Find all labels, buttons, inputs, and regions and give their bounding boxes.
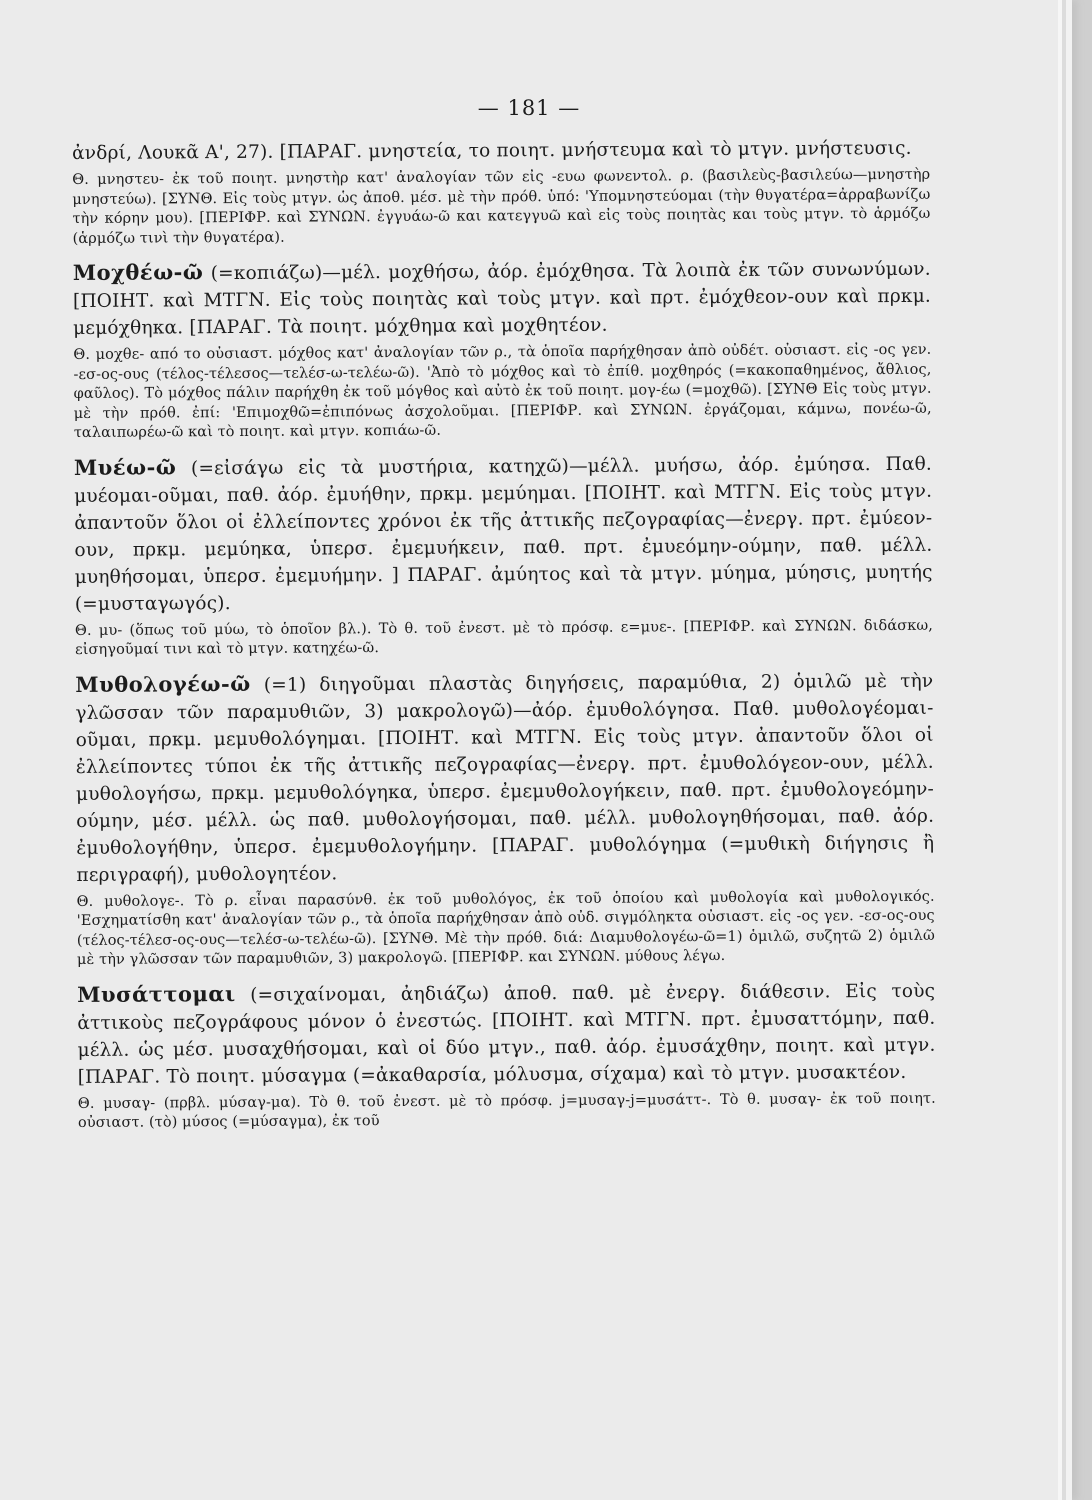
- entry-etymology: Θ. μυσαγ- (πρβλ. μύσαγ-μα). Τὸ θ. τοῦ ἐνεστ. μὲ τὸ πρόσφ. j=μυσαγ-j=μυσάττ-. Τὸ θ. μυσαγ- ἐκ τοῦ ποιητ. οὐσιαστ. (τὸ) μύσος (=μύσαγμα), ἐκ τοῦ: [77, 1090, 936, 1131]
- entry-headword: Μυθολογέω-ῶ: [75, 670, 251, 697]
- entry-mochtheo: [73, 254, 932, 444]
- intro-entry: [72, 135, 931, 249]
- entry-mythologeo: [75, 665, 935, 970]
- intro-etymology: Θ. μνηστευ- ἐκ τοῦ ποιητ. μνηστὴρ κατ' ἀναλογίαν τῶν εἰς -ευω φωνεντολ. ρ. (βασιλεὺς-βασιλεύω—μνηστὴρ μνηστεύω). [ΣΥΝΘ. Εἰς τοὺς μτγν. ὡς ἀποθ. μέσ. μὲ τὴν πρόθ. ὑπό: 'Υπομνηστεύομαι (τὴν θυγατέρα=ἀρραβωνίζω τὴν κόρην μου). [ΠΕΡΙΦΡ. καὶ ΣΥΝΩΝ. ἐγγυάω-ῶ και κατεγγυῶ καὶ εἰς τοὺς ποιητὰς και τοὺς μτγν. τὸ ἁρμόζω (ἁρμόζω τινὶ τὴν θυγατέρα).: [72, 166, 931, 247]
- entry-body: [75, 665, 934, 888]
- entry-body: [77, 975, 936, 1090]
- entry-headword: Μυσάττομαι: [77, 980, 236, 1007]
- entry-definition: (=σιχαίνομαι, ἀηδιάζω) ἀποθ. παθ. μὲ ἐνεργ. διάθεσιν. Εἰς τοὺς ἀττικοὺς πεζογράφους μόνον ὁ ἐνεστώς. [ΠΟΙΗΤ. καὶ ΜΤΓΝ. πρτ. ἐμυσαττόμην, παθ. μέλλ. ὡς μέσ. μυσαχθήσομαι, καὶ οἱ δύο μτγν., παθ. ἀόρ. ἐμυσάχθην, ποιητ. καὶ μτγν. [ΠΑΡΑΓ. Τὸ ποιητ. μύσαγμα (=ἀκαθαρσία, μόλυσμα, σίχαμα) καὶ τὸ μτγν. μυσακτέον.: [77, 980, 936, 1088]
- entry-body: [73, 254, 931, 342]
- entry-etymology: Θ. μοχθε- από το οὐσιαστ. μόχθος κατ' ἀναλογίαν τῶν ρ., τὰ ὁποῖα παρήχθησαν ἀπὸ οὐδέτ. οὐσιαστ. εἰς -ος γεν. -εσ-ος-ους (τέλος-τέλεσος—τελέσ-ω-τελέω-ῶ). 'Ἀπὸ τὸ μόχθος καὶ τὸ ἐπίθ. μοχθηρός (=κακοπαθημένος, ἄθλιος, φαῦλος). Τὸ μόχθος πάλιν παρήχθη ἐκ τοῦ μόγθος καὶ αὐτὸ ἐκ τοῦ ποιητ. μογ-έω (=μοχθῶ). [ΣΥΝΘ Εἰς τοὺς μτγν. μὲ τὴν πρόθ. ἐπί: 'Επιμοχθῶ=ἐπιπόνως ἀσχολοῦμαι. [ΠΕΡΙΦΡ. καὶ ΣΥΝΩΝ. ἐργάζομαι, κάμνω, πονέω-ῶ, ταλαιπωρέω-ῶ καὶ τὸ ποιητ. καὶ μτγν. κοπιάω-ῶ.: [73, 341, 932, 441]
- entry-definition: (=κοπιάζω)—μέλ. μοχθήσω, ἀόρ. ἐμόχθησα. Τὰ λοιπὰ ἐκ τῶν συνωνύμων. [ΠΟΙΗΤ. καὶ ΜΤΓΝ. Εἰς τοὺς ποιητὰς καὶ τοὺς μτγν. καὶ πρτ. ἐμόχθεον-ουν καὶ πρκμ. μεμόχθηκα. [ΠΑΡΑΓ. Τὰ ποιητ. μόχθημα καὶ μοχθητέον.: [72, 258, 932, 339]
- entry-myeo: [74, 448, 933, 660]
- entry-etymology: Θ. μυθολογε-. Τὸ ρ. εἶναι παρασύνθ. ἐκ τοῦ μυθολόγος, ἐκ τοῦ ὁποίου καὶ μυθολογία καὶ μυθολογικός. 'Εσχηματίσθη κατ' ἀναλογίαν τῶν ρ., τὰ ὁποῖα παρήχθησαν ἀπὸ οὐδ. σιγμόληκτα οὐσιαστ. εἰς -ος γεν. -εσ-ος-ους (τέλος-τέλεσ-ος-ους—τελέσ-ω-τελέω-ῶ). [ΣΥΝΘ. Μὲ τὴν πρόθ. διά: Διαμυθολογέω-ῶ=1) ὁμιλῶ, συζητῶ 2) ὁμιλῶ μὲ τὴν γλῶσσαν τῶν παραμυθιῶν, 3) μακρολογῶ. [ΠΕΡΙΦΡ. και ΣΥΝΩΝ. μύθους λέγω.: [76, 888, 935, 968]
- page-content: [72, 135, 936, 1144]
- entry-headword: Μυέω-ῶ: [73, 453, 177, 480]
- intro-text: ἀνδρί, Λουκᾶ Α', 27). [ΠΑΡΑΓ. μνηστεία, το ποιητ. μνήστευμα καὶ τὸ μτγν. μνήστευσις.: [72, 137, 912, 164]
- entry-definition: (=1) διηγοῦμαι πλαστὰς διηγήσεις, παραμύθια, 2) ὁμιλῶ μὲ τὴν γλῶσσαν τῶν παραμυθιῶν, 3) μακρολογῶ)—ἀόρ. ἐμυθολόγησα. Παθ. μυθολογέομαι-οῦμαι, πρκμ. μεμυθολόγημαι. [ΠΟΙΗΤ. καὶ ΜΤΓΝ. Εἰς τοὺς μτγν. ἀπαντοῦν ὅλοι οἱ ἐλλείποντες τύποι ἐκ τῆς ἀττικῆς πεζογραφίας—ἐνεργ. πρτ. ἐμυθολόγεον-ουν, μέλλ. μυθολογήσω, πρκμ. μεμυθολόγηκα, ὑπερσ. ἐμεμυθολογήκειν, παθ. πρτ. ἐμυθολογεόμην-ούμην, μέσ. μέλλ. ὡς παθ. μυθολογήσομαι, παθ. μέλλ. μυθολογηθήσομαι, παθ. ἀόρ. ἐμυθολογήθην, ὑπερσ. ἐμεμυθολογήμην. [ΠΑΡΑΓ. μυθολόγημα (=μυθικὴ διήγησις ἢ περιγραφή), μυθολογητέον.: [75, 670, 935, 886]
- entry-etymology: Θ. μυ- (ὅπως τοῦ μύω, τὸ ὁποῖον βλ.). Τὸ θ. τοῦ ἐνεστ. μὲ τὸ πρόσφ. ε=μυε-. [ΠΕΡΙΦΡ. καὶ ΣΥΝΩΝ. διδάσκω, εἰσηγοῦμαί τινι καὶ τὸ μτγν. κατηχέω-ῶ.: [74, 617, 934, 658]
- entry-definition: (=εἰσάγω εἰς τὰ μυστήρια, κατηχῶ)—μέλλ. μυήσω, ἀόρ. ἐμύησα. Παθ. μυέομαι-οῦμαι, παθ. ἀόρ. ἐμυήθην, πρκμ. μεμύημαι. [ΠΟΙΗΤ. καὶ ΜΤΓΝ. Εἰς τοὺς μτγν. ἀπαντοῦν ὅλοι οἱ ἐλλείποντες χρόνοι ἐκ τῆς ἀττικῆς πεζογραφίας—ἐνεργ. πρτ. ἐμύεον-ουν, πρκμ. μεμύηκα, ὑπερσ. ἐμεμυήκειν, παθ. πρτ. ἐμυεόμην-ούμην, παθ. μέλλ. μυηθήσομαι, ὑπερσ. ἐμεμυήμην. ] ΠΑΡΑΓ. ἀμύητος καὶ τὰ μτγν. μύημα, μύησις, μυητής (=μυσταγωγός).: [74, 453, 933, 615]
- entry-headword: Μοχθέω-ῶ: [72, 259, 204, 285]
- page-number: — 181 —: [477, 96, 581, 120]
- entry-body: [74, 448, 933, 617]
- entry-mysattomai: [77, 975, 936, 1133]
